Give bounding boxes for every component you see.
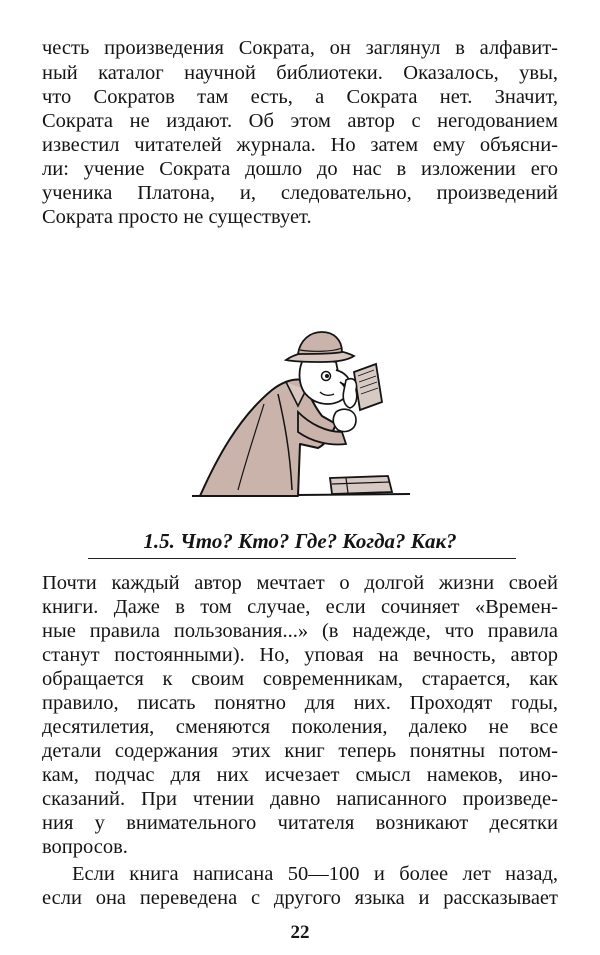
- text-line: что Сократов там есть, а Сократа нет. Значит,: [42, 86, 558, 108]
- text-line: честь произведения Сократа, он заглянул в алфавит-: [42, 37, 558, 59]
- section-heading: 1.5. Что? Кто? Где? Когда? Как?: [143, 529, 457, 553]
- heading-underline: [88, 558, 516, 559]
- text-line: Если книга написана 50—100 и более лет назад,: [72, 863, 558, 885]
- text-line: книги. Даже в том случае, если сочиняет «Времен-: [42, 596, 558, 618]
- text-line: правило, писать понятно для них. Проходят годы,: [42, 692, 558, 714]
- text-line: сказаний. При чтении давно написанного произведе-: [42, 788, 558, 810]
- text-line: детали содержания этих книг теперь понятны потом-: [42, 740, 558, 762]
- text-line: ли: учение Сократа дошло до нас в изложении его: [42, 158, 558, 180]
- reading-man-illustration: [186, 320, 416, 502]
- text-line: ния у внимательного читателя возникают десятки: [42, 812, 558, 834]
- text-line: Сократа просто не существует.: [42, 206, 312, 228]
- text-line: ные правила пользования...» (в надежде, что правила: [42, 620, 558, 642]
- text-line: ученика Платона, и, следовательно, произведений: [42, 182, 558, 204]
- text-line: Сократа не издают. Об этом автор с негодованием: [42, 110, 558, 132]
- text-line: кам, подчас для них исчезает смысл намеков, ино-: [42, 764, 558, 786]
- text-line: ный каталог научной библиотеки. Оказалось, увы,: [42, 62, 558, 84]
- text-line: обращается к своим современникам, старается, как: [42, 668, 558, 690]
- text-line: станут постоянными). Но, уповая на вечность, автор: [42, 644, 558, 666]
- text-line: Почти каждый автор мечтает о долгой жизни своей: [42, 572, 558, 594]
- text-line: вопросов.: [42, 836, 128, 858]
- text-line: известил читателей журнала. Но затем ему объясни-: [42, 134, 558, 156]
- text-line: если она переведена с другого языка и рассказывает: [42, 887, 558, 909]
- page-number: 22: [290, 922, 310, 943]
- text-line: десятилетия, сменяются поколения, далеко не все: [42, 716, 558, 738]
